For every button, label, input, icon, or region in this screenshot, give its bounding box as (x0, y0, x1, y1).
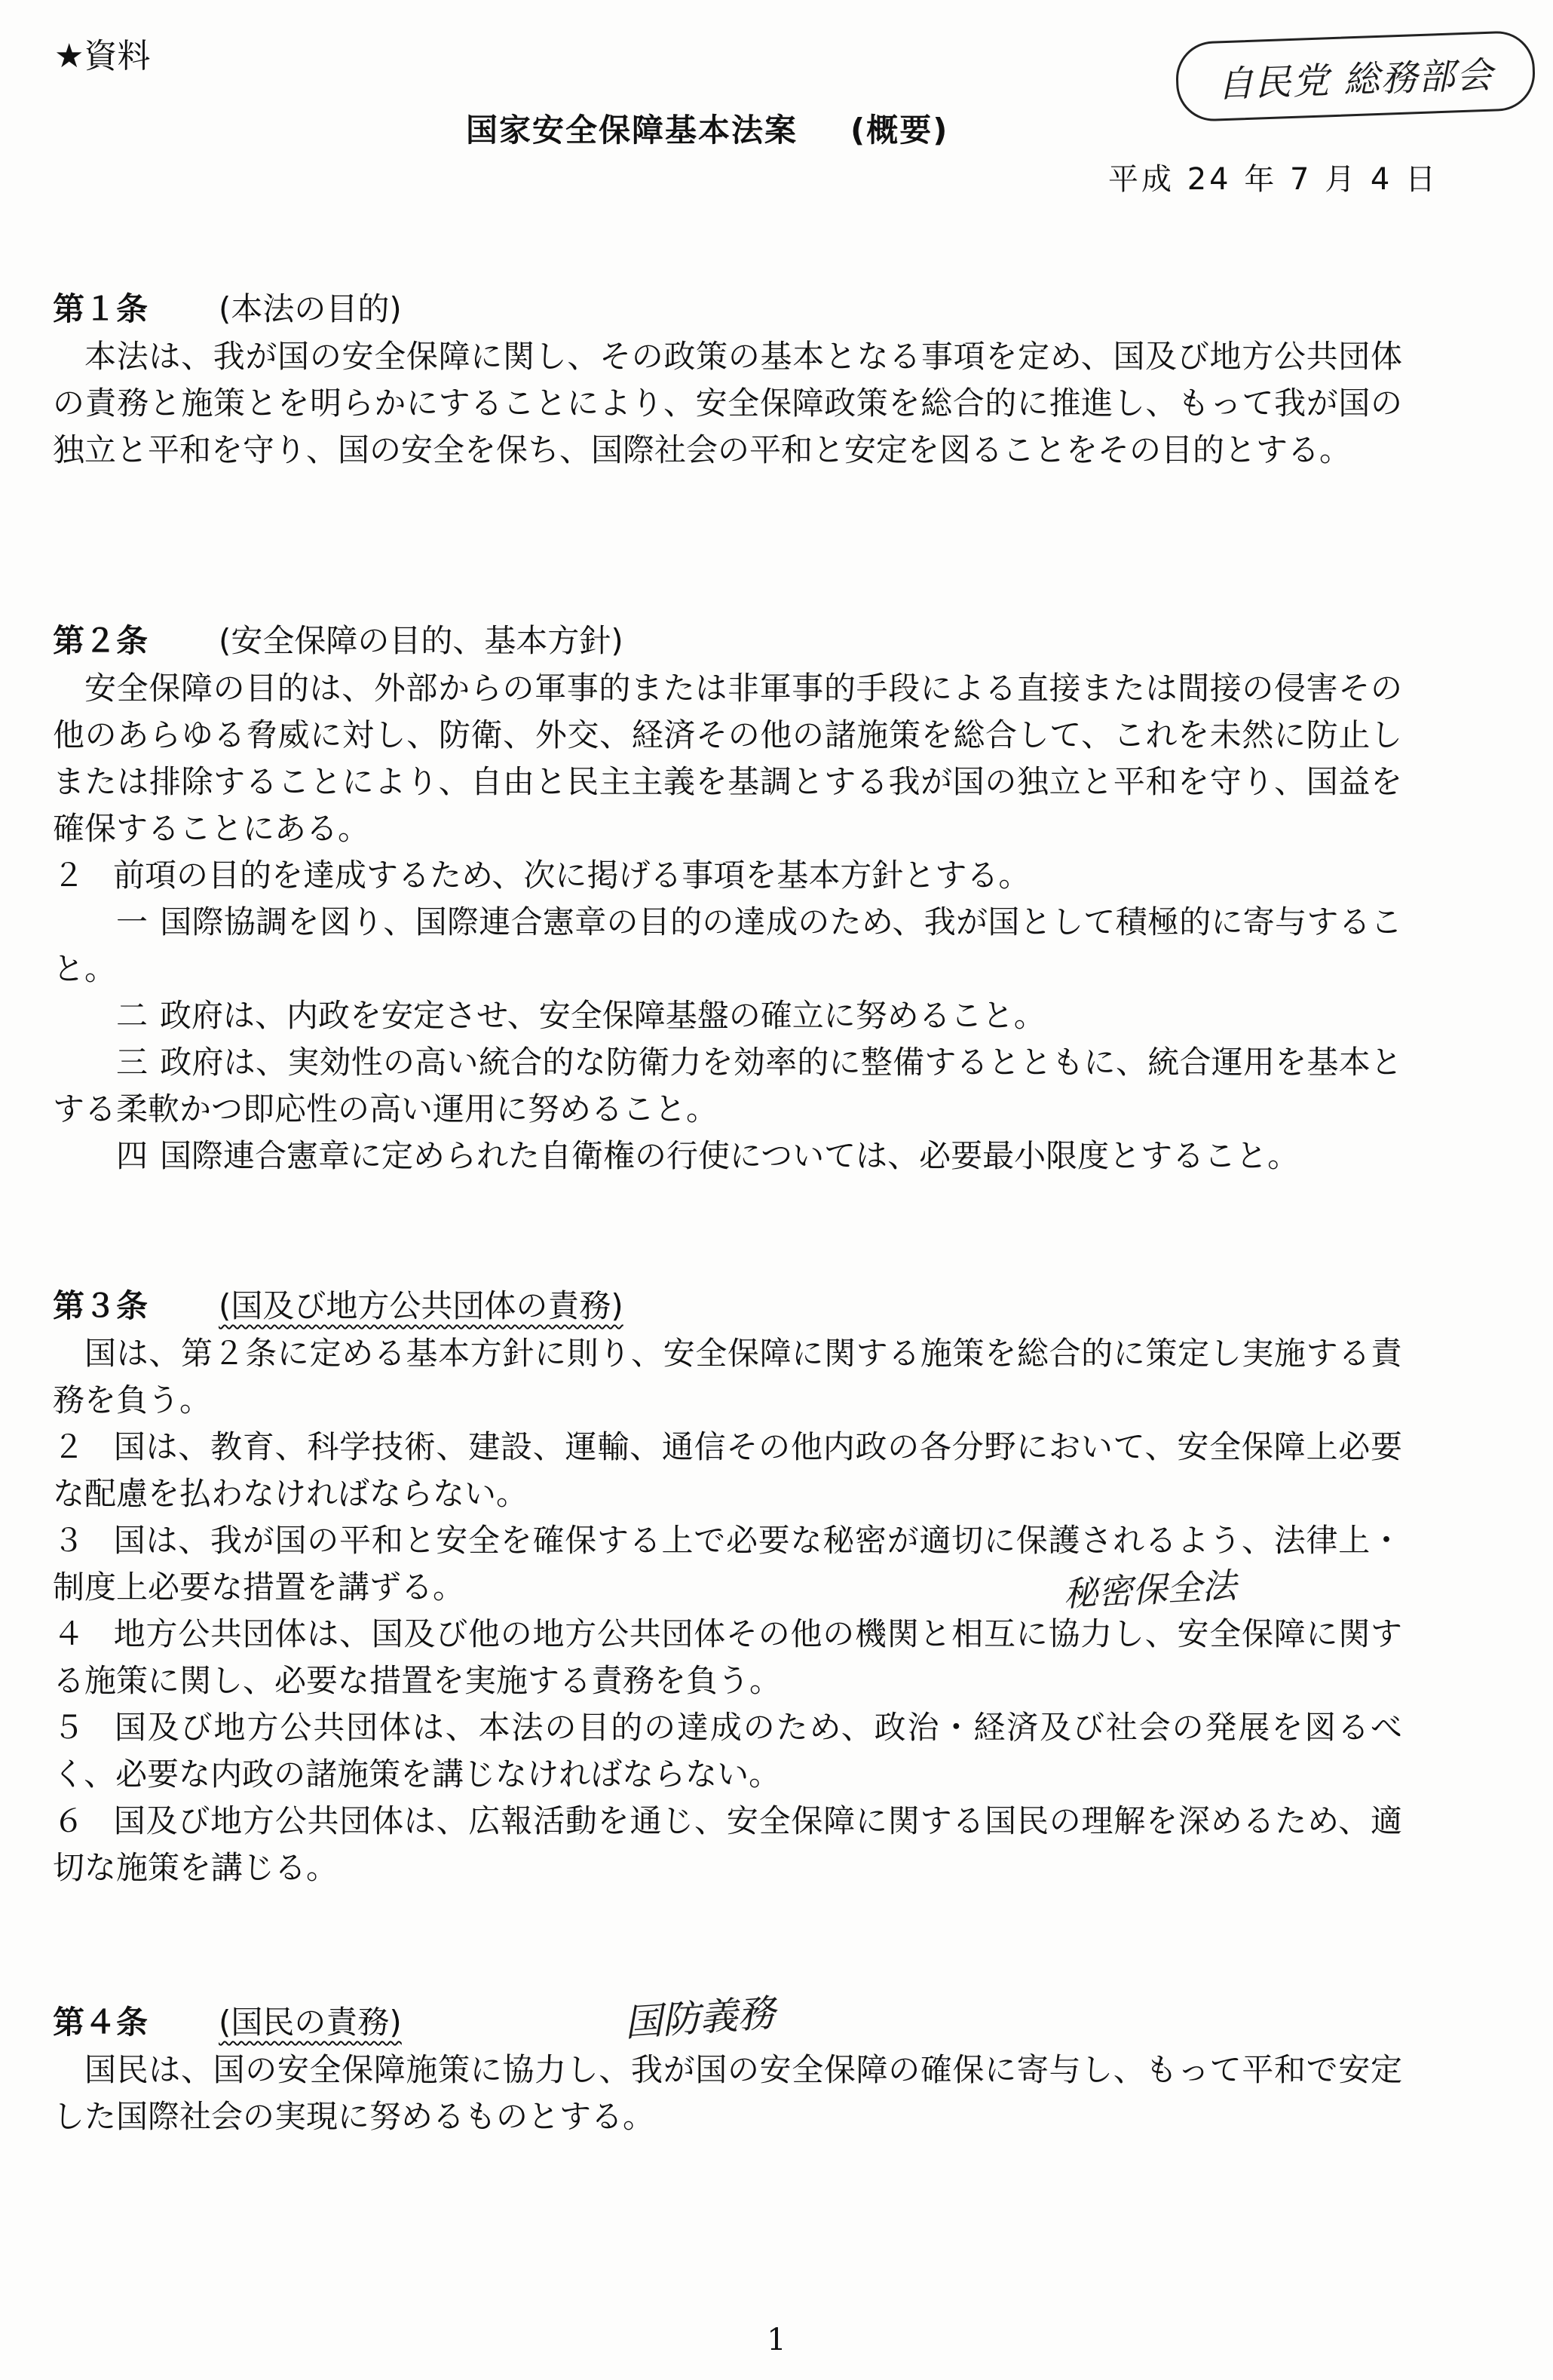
title-sub: (概要) (850, 112, 949, 149)
article-heading (53, 285, 1402, 333)
item-number: 三 (116, 1044, 149, 1081)
page-number: 1 (767, 2323, 786, 2357)
article-caption: (安全保障の目的、基本方針) (219, 622, 623, 659)
clause-text: 国は、我が国の平和と安全を確保する上で必要な秘密が適切に保護されるよう、法律上・制度上必要な措置を講ずる。 (53, 1522, 1402, 1606)
item-text: 国際連合憲章に定められた自衛権の行使については、必要最小限度とすること。 (160, 1137, 1300, 1174)
item-number: 四 (116, 1137, 149, 1174)
clause-text: 国及び地方公共団体は、本法の目的の達成のため、政治・経済及び社会の発展を図るべく、必要な内政の諸施策を講じなければならない。 (53, 1709, 1402, 1793)
clause-2 (53, 1424, 1402, 1517)
article-heading (53, 1282, 1402, 1330)
article-caption: (国及び地方公共団体の責務) (219, 1287, 623, 1324)
article-caption: (本法の目的) (219, 290, 402, 327)
item-number: 二 (116, 997, 149, 1034)
clause-2 (53, 852, 1402, 899)
clause-number: ６ (53, 1802, 85, 1839)
clause-text: 国及び地方公共団体は、広報活動を通じ、安全保障に関する国民の理解を深めるため、適切な施策を講じる。 (53, 1802, 1402, 1886)
title-main: 国家安全保障基本法案 (466, 112, 798, 149)
article-caption: (国民の責務) (219, 2004, 402, 2041)
clause-text: 地方公共団体は、国及び他の地方公共団体その他の機関と相互に協力し、安全保障に関する施策に関し、必要な措置を実施する責務を負う。 (53, 1615, 1402, 1699)
clause-number: ２ (53, 857, 85, 894)
item-text: 政府は、実効性の高い統合的な防衛力を効率的に整備するとともに、統合運用を基本とする柔軟かつ即応性の高い運用に努めること。 (53, 1044, 1402, 1127)
clause-number: ４ (53, 1615, 85, 1652)
article-heading (53, 617, 1402, 665)
item-2 (53, 992, 1402, 1039)
article-number: 第２条 (53, 622, 149, 659)
clause-number: ３ (53, 1522, 85, 1559)
clause-5 (53, 1704, 1402, 1798)
article-number: 第４条 (53, 2004, 149, 2041)
document-title (466, 106, 948, 151)
clause-6 (53, 1798, 1402, 1891)
article-1 (53, 285, 1402, 474)
item-1 (53, 899, 1402, 992)
clause-number: ２ (53, 1428, 85, 1465)
item-number: 一 (116, 903, 149, 940)
item-text: 政府は、内政を安定させ、安全保障基盤の確立に努めること。 (160, 997, 1046, 1034)
item-4 (53, 1133, 1402, 1179)
handwritten-note-defense: 国防義務 (623, 1991, 777, 2045)
handwritten-stamp: 自民党 総務部会 (1175, 30, 1536, 123)
clause-number: ５ (53, 1709, 85, 1746)
article-paragraph: 国民は、国の安全保障施策に協力し、我が国の安全保障の確保に寄与し、もって平和で安定した国際社会の実現に努めるものとする。 (53, 2051, 1402, 2135)
item-3 (53, 1039, 1402, 1133)
material-label: ★資料 (54, 37, 151, 75)
clause-4 (53, 1611, 1402, 1704)
article-2 (53, 617, 1402, 1179)
clause-text: 国は、教育、科学技術、建設、運輸、通信その他内政の各分野において、安全保障上必要な配慮を払わなければならない。 (53, 1428, 1402, 1512)
article-paragraph: 国は、第２条に定める基本方針に則り、安全保障に関する施策を総合的に策定し実施する責務を負う。 (53, 1335, 1402, 1418)
article-number: 第３条 (53, 1287, 149, 1324)
article-paragraph: 安全保障の目的は、外部からの軍事的または非軍事的手段による直接または間接の侵害その他のあらゆる脅威に対し、防衛、外交、経済その他の諸施策を総合して、これを未然に防止しまたは排除することにより、自由と民主主義を基調とする我が国の独立と平和を守り、国益を確保することにある。 (53, 670, 1402, 847)
item-text: 国際協調を図り、国際連合憲章の目的の達成のため、我が国として積極的に寄与すること。 (53, 903, 1402, 987)
clause-text: 前項の目的を達成するため、次に掲げる事項を基本方針とする。 (113, 857, 1031, 894)
document-date: 平成 24 年 7 月 4 日 (1108, 162, 1439, 197)
article-paragraph: 本法は、我が国の安全保障に関し、その政策の基本となる事項を定め、国及び地方公共団体の責務と施策とを明らかにすることにより、安全保障政策を総合的に推進し、もって我が国の独立と平和を守り、国の安全を保ち、国際社会の平和と安定を図ることをその目的とする。 (53, 338, 1402, 468)
article-number: 第１条 (53, 290, 149, 327)
handwritten-note-secrets: 秘密保全法 (1061, 1565, 1238, 1615)
